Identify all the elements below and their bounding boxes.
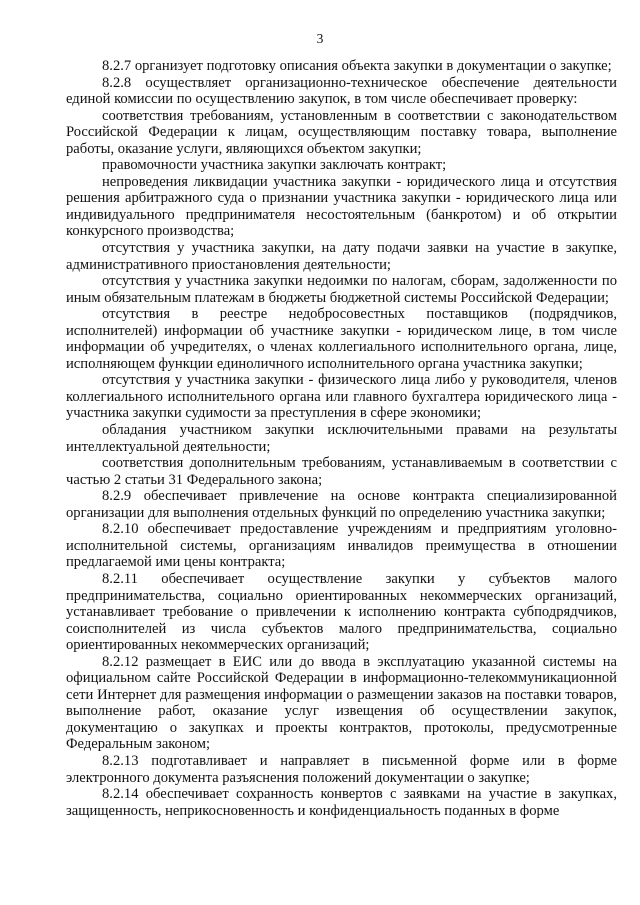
document-body xyxy=(66,58,617,819)
paragraph: отсутствия у участника закупки, на дату подачи заявки на участие в закупке, административного приостановления деятельности; xyxy=(66,240,617,273)
paragraph: 8.2.11 обеспечивает осуществление закупки у субъектов малого предпринимательства, социально ориентированных некоммерческих организаций, устанавливает требование о привлечении к исполнению контракта субподрядчиков, соисполнителей из числа субъектов малого предпринимательства, социально ориентированных некоммерческих организаций; xyxy=(66,570,617,654)
paragraph: отсутствия у участника закупки - физического лица либо у руководителя, членов коллегиального исполнительного органа или главного бухгалтера юридического лица - участника закупки судимости за преступления в сфере экономики; xyxy=(66,372,617,422)
paragraph: соответствия дополнительным требованиям, устанавливаемым в соответствии с частью 2 статьи 31 Федерального закона; xyxy=(66,455,617,488)
paragraph: отсутствия в реестре недобросовестных поставщиков (подрядчиков, исполнителей) информации об участнике закупки - юридическом лице, в том числе информации об учредителях, о членах коллегиального исполнительного органа, лице, исполняющем функции единоличного исполнительного органа участника закупки; xyxy=(66,306,617,372)
paragraph: 8.2.8 осуществляет организационно-техническое обеспечение деятельности единой комиссии по осуществлению закупок, в том числе обеспечивает проверку: xyxy=(66,74,617,108)
paragraph: 8.2.13 подготавливает и направляет в письменной форме или в форме электронного документа разъяснения положений документации о закупке; xyxy=(66,752,617,786)
paragraph: обладания участником закупки исключительными правами на результаты интеллектуальной деятельности; xyxy=(66,422,617,455)
page-number: 3 xyxy=(316,31,324,46)
paragraph: 8.2.14 обеспечивает сохранность конвертов с заявками на участие в закупках, защищенность, неприкосновенность и конфиденциальность поданных в форме xyxy=(66,786,617,819)
paragraph: непроведения ликвидации участника закупки - юридического лица и отсутствия решения арбитражного суда о признании участника закупки - юридического лица или индивидуального предпринимателя несостоятельным (банкротом) и об открытии конкурсного производства; xyxy=(66,173,617,240)
paragraph: соответствия требованиям, установленным в соответствии с законодательством Российской Федерации к лицам, осуществляющим поставку товара, выполнение работы, оказание услуги, являющихся объектом закупки; xyxy=(66,107,617,157)
paragraph: правомочности участника закупки заключать контракт; xyxy=(102,157,447,174)
paragraph: 8.2.12 размещает в ЕИС или до ввода в эксплуатацию указанной системы на официальном сайте Российской Федерации в информационно-телекоммуникационной сети Интернет для размещения информации о размещении заказов на поставки товаров, выполнение работ, оказание услуг извещения об осуществлении закупок, документацию о закупках и проекты контрактов, протоколы, предусмотренные Федеральным законом; xyxy=(66,653,617,753)
paragraph: 8.2.10 обеспечивает предоставление учреждениям и предприятиям уголовно-исполнительной системы, организациям инвалидов преимущества в отношении предлагаемой ими цены контракта; xyxy=(66,521,617,571)
paragraph: 8.2.9 обеспечивает привлечение на основе контракта специализированной организации для выполнения отдельных функций по определению участника закупки; xyxy=(66,488,617,521)
paragraph: 8.2.7 организует подготовку описания объекта закупки в документации о закупке; xyxy=(102,58,612,74)
paragraph: отсутствия у участника закупки недоимки по налогам, сборам, задолженности по иным обязательным платежам в бюджеты бюджетной системы Российской Федерации; xyxy=(66,273,617,306)
